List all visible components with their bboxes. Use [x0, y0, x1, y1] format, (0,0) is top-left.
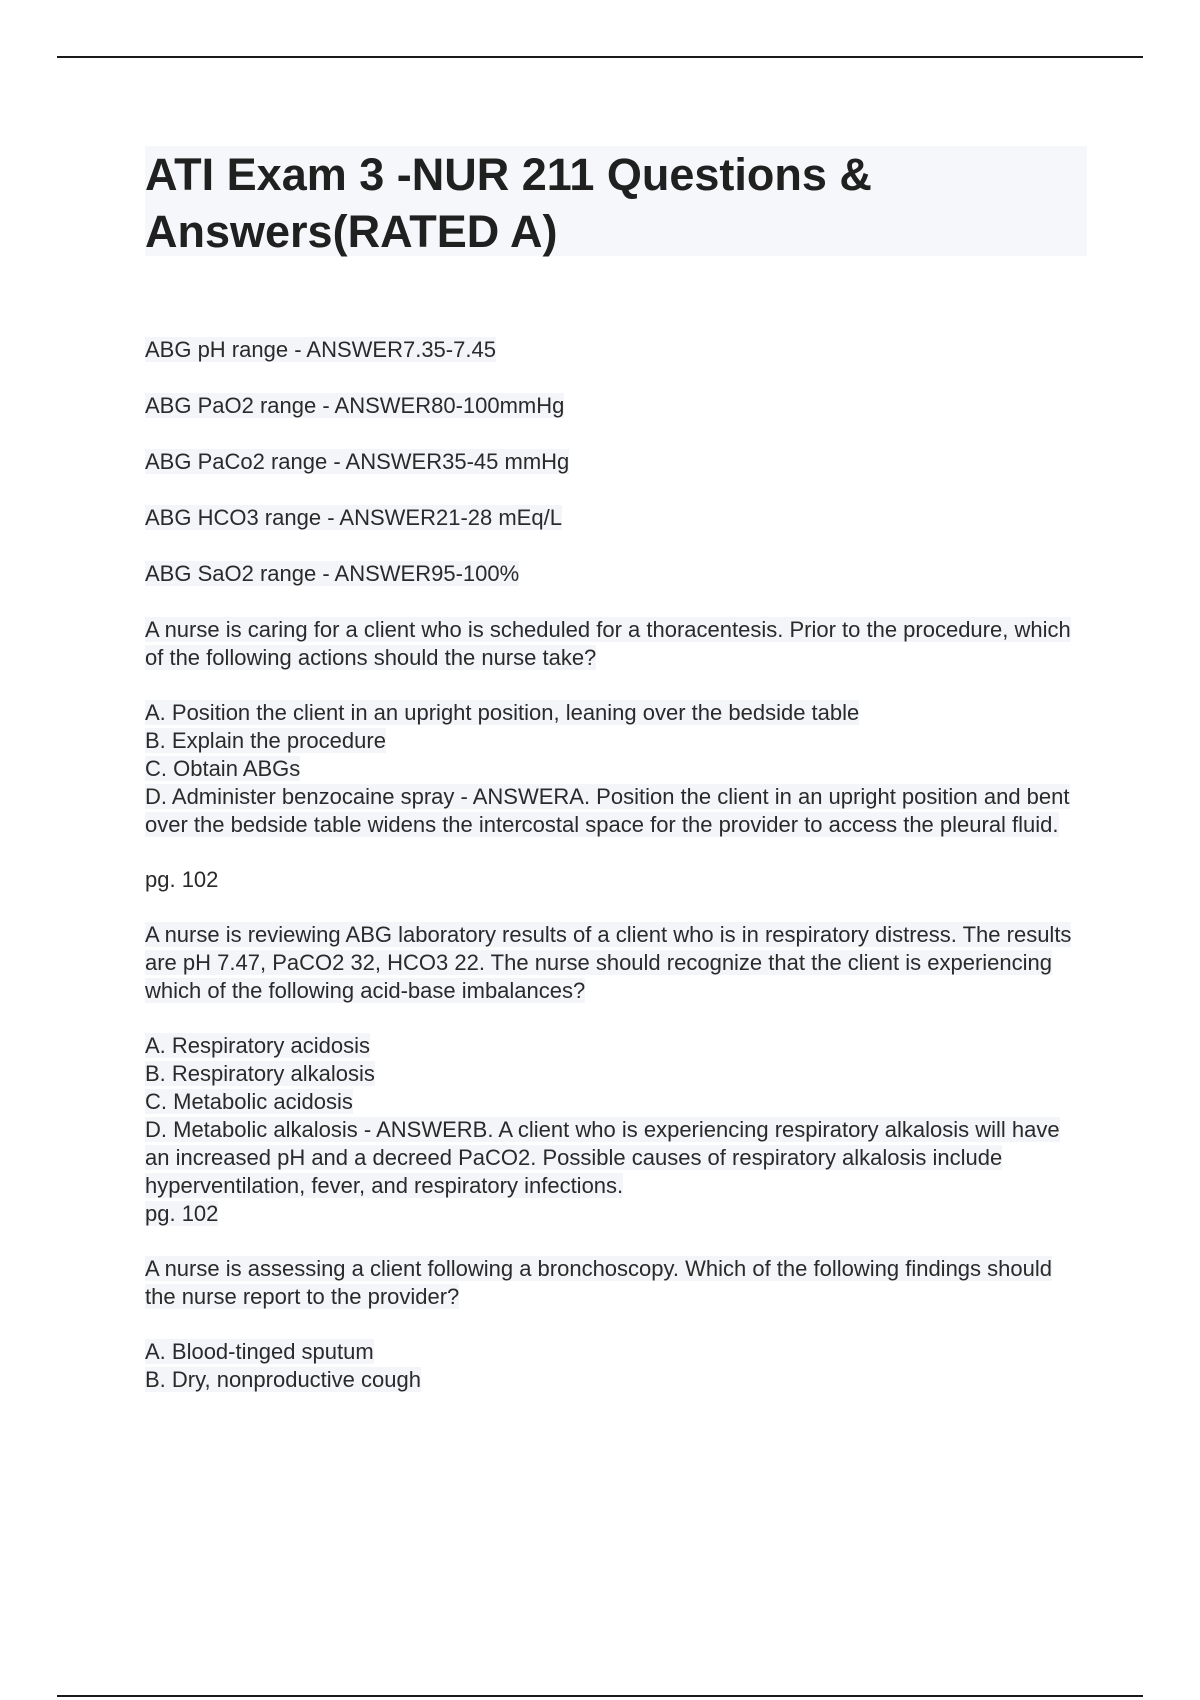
options-text: A. Position the client in an upright position, leaning over the bedside table B. Explain the procedure C. Obtain ABGs D. Administer benzocaine spray - ANSWERA. Position the client in an upright position and bent over the bedside table widens the intercostal space for the provider to access the pleural fluid. [145, 700, 1070, 837]
qa-item-sao2 [145, 560, 1085, 588]
question-2 [145, 921, 1085, 1005]
qa-item-paco2 [145, 448, 1085, 476]
qa-item-text: ABG PaCo2 range - ANSWER35-45 mmHg [145, 449, 570, 474]
document-body [145, 336, 1085, 1394]
qa-item-text: ABG SaO2 range - ANSWER95-100% [145, 561, 520, 586]
qa-item-pao2 [145, 392, 1085, 420]
options-text: A. Blood-tinged sputum B. Dry, nonproductive cough [145, 1339, 421, 1392]
options-text: A. Respiratory acidosis B. Respiratory alkalosis C. Metabolic acidosis D. Metabolic alkalosis - ANSWERB. A client who is experiencing respiratory alkalosis will have an increased pH and a decreed PaCO2. Possible causes of respiratory alkalosis include hyperventilation, fever, and respiratory infections. pg. 102 [145, 1033, 1060, 1226]
qa-item-hco3 [145, 504, 1085, 532]
qa-item-text: ABG PaO2 range - ANSWER80-100mmHg [145, 393, 565, 418]
question-1-options [145, 699, 1085, 839]
page-reference: pg. 102 [145, 867, 219, 892]
top-rule [57, 56, 1143, 58]
title-block [145, 146, 1087, 256]
question-3-options [145, 1338, 1085, 1394]
question-text: A nurse is assessing a client following a bronchoscopy. Which of the following findings should the nurse report to the provider? [145, 1256, 1052, 1309]
question-1-page [145, 866, 1085, 894]
document-title: ATI Exam 3 -NUR 211 Questions & Answers(RATED A) [145, 149, 872, 257]
qa-item-ph [145, 336, 1085, 364]
bottom-rule [57, 1695, 1143, 1697]
question-3 [145, 1255, 1085, 1311]
question-text: A nurse is reviewing ABG laboratory results of a client who is in respiratory distress. The results are pH 7.47, PaCO2 32, HCO3 22. The nurse should recognize that the client is experiencing which of the following acid-base imbalances? [145, 922, 1072, 1003]
qa-item-text: ABG pH range - ANSWER7.35-7.45 [145, 337, 496, 362]
question-1 [145, 616, 1085, 672]
question-text: A nurse is caring for a client who is scheduled for a thoracentesis. Prior to the procedure, which of the following actions should the nurse take? [145, 617, 1071, 670]
qa-item-text: ABG HCO3 range - ANSWER21-28 mEq/L [145, 505, 562, 530]
question-2-options [145, 1032, 1085, 1228]
